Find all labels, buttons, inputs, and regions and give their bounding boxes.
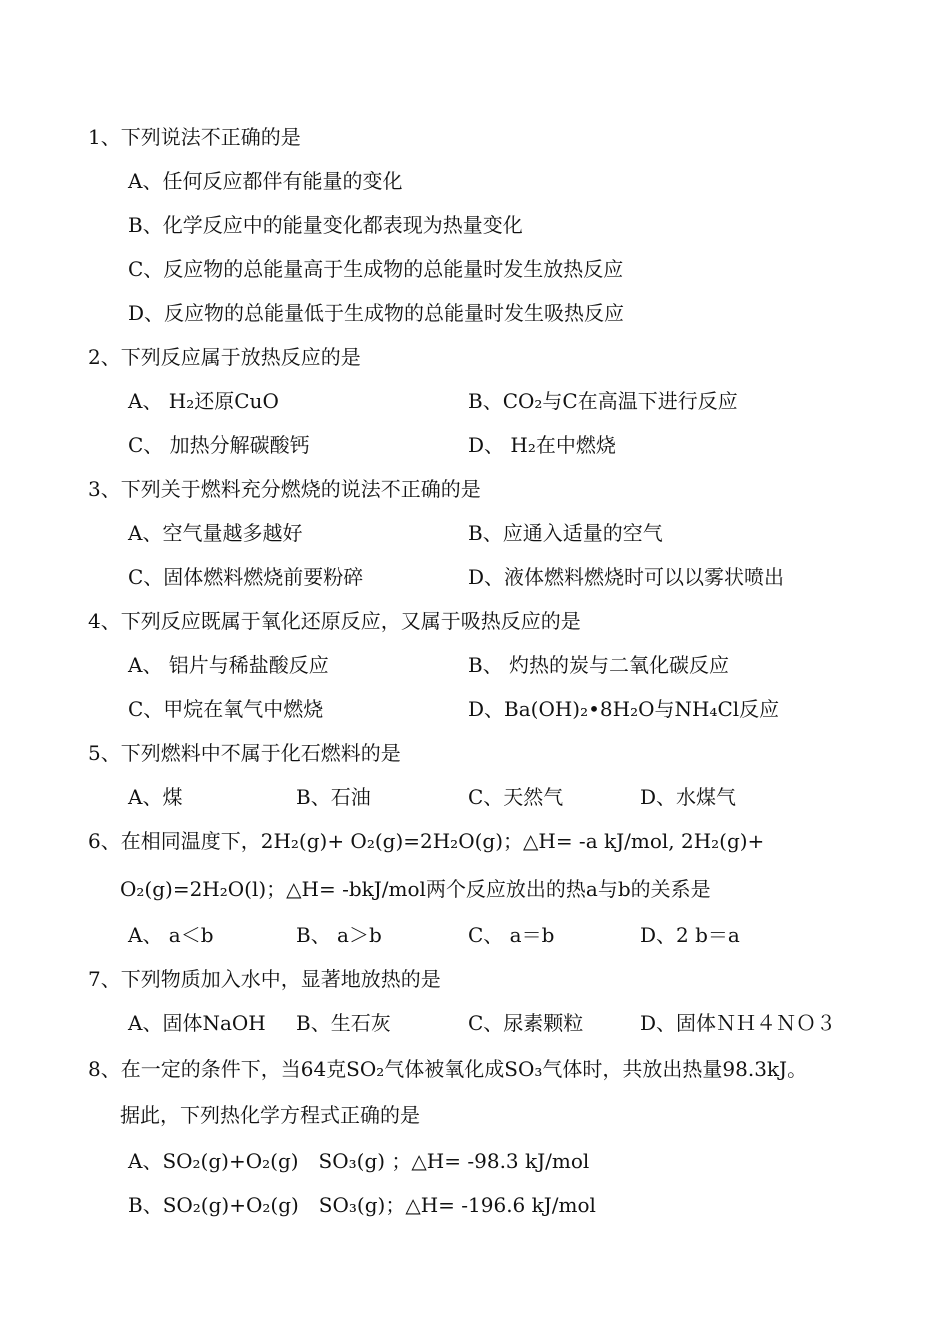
question-8-option-a: A、SO₂(g)+O₂(g) SO₃(g) ；△H= -98.3 kJ/mol xyxy=(128,1149,590,1173)
question-2-option-c: C、 加热分解碳酸钙 xyxy=(128,433,310,457)
question-1-option-c: C、反应物的总能量高于生成物的总能量时发生放热反应 xyxy=(128,257,624,281)
question-1-option-a: A、任何反应都伴有能量的变化 xyxy=(128,169,403,193)
question-5-stem: 5、下列燃料中不属于化石燃料的是 xyxy=(88,741,401,765)
question-3-stem: 3、下列关于燃料充分燃烧的说法不正确的是 xyxy=(88,477,481,501)
question-5-option-d: D、水煤气 xyxy=(640,785,737,809)
question-1-stem: 1、下列说法不正确的是 xyxy=(88,125,301,149)
question-6-option-c: C、 a＝b xyxy=(468,923,555,947)
question-8-stem: 8、在一定的条件下，当64克SO₂气体被氧化成SO₃气体时，共放出热量98.3kJ。 xyxy=(88,1057,808,1081)
question-3-option-b: B、应通入适量的空气 xyxy=(468,521,663,545)
question-2-option-a: A、 H₂还原CuO xyxy=(128,389,279,413)
question-5-option-c: C、天然气 xyxy=(468,785,564,809)
question-6-stem: 6、在相同温度下，2H₂(g)+ O₂(g)=2H₂O(g)；△H= -a kJ/mol, 2H₂(g)+ xyxy=(88,829,765,853)
question-5-option-b: B、石油 xyxy=(296,785,371,809)
question-8-stem-continued: 据此，下列热化学方程式正确的是 xyxy=(120,1103,420,1127)
question-3-option-a: A、空气量越多越好 xyxy=(128,521,303,545)
question-7-option-d: D、固体ＮＨ４ＮＯ３ xyxy=(640,1011,837,1035)
question-1-option-b: B、化学反应中的能量变化都表现为热量变化 xyxy=(128,213,523,237)
question-7-option-b: B、生石灰 xyxy=(296,1011,391,1035)
question-3-option-d: D、液体燃料燃烧时可以以雾状喷出 xyxy=(468,565,785,589)
question-7-stem: 7、下列物质加入水中，显著地放热的是 xyxy=(88,967,441,991)
question-4-option-c: C、甲烷在氧气中燃烧 xyxy=(128,697,324,721)
question-6-option-d: D、2 b＝a xyxy=(640,923,740,947)
question-4-option-a: A、 铝片与稀盐酸反应 xyxy=(128,653,329,677)
question-6-stem-continued: O₂(g)=2H₂O(l)；△H= -bkJ/mol两个反应放出的热a与b的关系是 xyxy=(120,877,711,901)
question-2-stem: 2、下列反应属于放热反应的是 xyxy=(88,345,361,369)
question-4-option-b: B、 灼热的炭与二氧化碳反应 xyxy=(468,653,730,677)
question-5-option-a: A、煤 xyxy=(128,785,183,809)
question-2-option-d: D、 H₂在中燃烧 xyxy=(468,433,616,457)
question-8-option-b: B、SO₂(g)+O₂(g) SO₃(g)；△H= -196.6 kJ/mol xyxy=(128,1193,596,1217)
question-7-option-c: C、尿素颗粒 xyxy=(468,1011,584,1035)
question-4-option-d: D、Ba(OH)₂•8H₂O与NH₄Cl反应 xyxy=(468,697,780,721)
question-4-stem: 4、下列反应既属于氧化还原反应，又属于吸热反应的是 xyxy=(88,609,581,633)
question-6-option-a: A、 a＜b xyxy=(128,923,214,947)
question-1-option-d: D、反应物的总能量低于生成物的总能量时发生吸热反应 xyxy=(128,301,625,325)
question-6-option-b: B、 a＞b xyxy=(296,923,382,947)
question-2-option-b: B、CO₂与C在高温下进行反应 xyxy=(468,389,738,413)
question-3-option-c: C、固体燃料燃烧前要粉碎 xyxy=(128,565,364,589)
question-7-option-a: A、固体NaOH xyxy=(128,1011,266,1035)
